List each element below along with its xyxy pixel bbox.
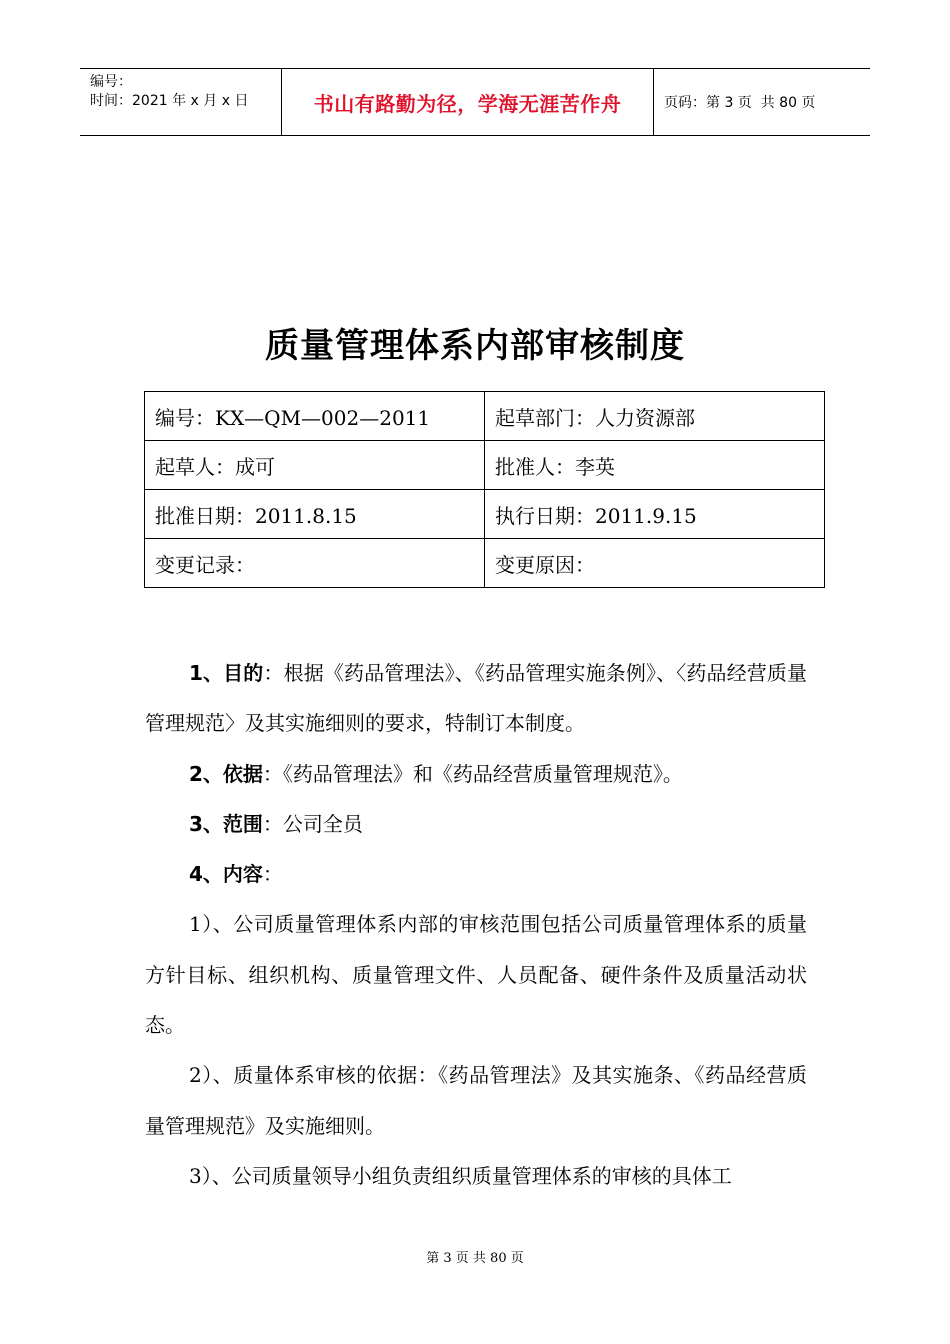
page-info-text: 页码：第 3 页 共 80 页	[664, 95, 816, 111]
table-row	[145, 539, 825, 588]
section-text: ：《药品管理法》和《药品经营质量管理规范》。	[262, 761, 683, 786]
page-footer: 第 3 页 共 80 页	[426, 1251, 524, 1266]
content-item: 2）、质量体系审核的依据：《药品管理法》及其实施条、《药品经营质量管理规范》及实施细则。	[145, 1063, 807, 1138]
section-heading: 3、范围	[189, 811, 263, 836]
header-number: 编号：	[90, 74, 132, 90]
header-time: 时间：2021 年 x 月 x 日	[90, 93, 249, 109]
content-item: 3）、公司质量领导小组负责组织质量管理体系的审核的具体工	[189, 1163, 732, 1188]
section-basis	[145, 749, 807, 799]
content-item: 1）、公司质量管理体系内部的审核范围包括公司质量管理体系的质量方针目标、组织机构、质量管理文件、人员配备、硬件条件及质量活动状态。	[145, 912, 807, 1038]
motto-text: 书山有路勤为径，学海无涯苦作舟	[313, 91, 622, 116]
table-cell-change-record: 变更记录：	[145, 539, 485, 588]
section-heading: 1、目的	[189, 661, 264, 685]
section-scope	[145, 799, 807, 849]
table-cell-drafter: 起草人：成可	[145, 441, 485, 490]
table-cell-effective-date: 执行日期：2011.9.15	[485, 490, 825, 539]
section-purpose	[145, 648, 807, 749]
section-text: ：	[262, 862, 283, 887]
section-text: ：公司全员	[262, 811, 363, 836]
table-cell-change-reason: 变更原因：	[485, 539, 825, 588]
table-row	[145, 490, 825, 539]
table-row	[145, 392, 825, 441]
section-text: ：根据《药品管理法》、《药品管理实施条例》、〈药品经营质量管理规范〉及其实施细则的要求，特制订本制度。	[145, 661, 808, 736]
section-heading: 2、依据	[189, 761, 263, 786]
table-row	[145, 441, 825, 490]
table-cell-department: 起草部门：人力资源部	[485, 392, 825, 441]
table-cell-approval-date: 批准日期：2011.8.15	[145, 490, 485, 539]
document-body	[145, 648, 807, 1201]
page-header	[80, 68, 870, 136]
document-title: 质量管理体系内部审核制度	[265, 326, 685, 366]
header-meta	[80, 69, 282, 135]
header-page-info	[654, 69, 870, 135]
section-content	[145, 849, 807, 899]
header-motto	[282, 69, 654, 135]
table-cell-number: 编号：KX—QM—002—2011	[145, 392, 485, 441]
table-cell-approver: 批准人：李英	[485, 441, 825, 490]
section-heading: 4、内容	[189, 862, 263, 887]
document-info-table	[144, 391, 825, 588]
